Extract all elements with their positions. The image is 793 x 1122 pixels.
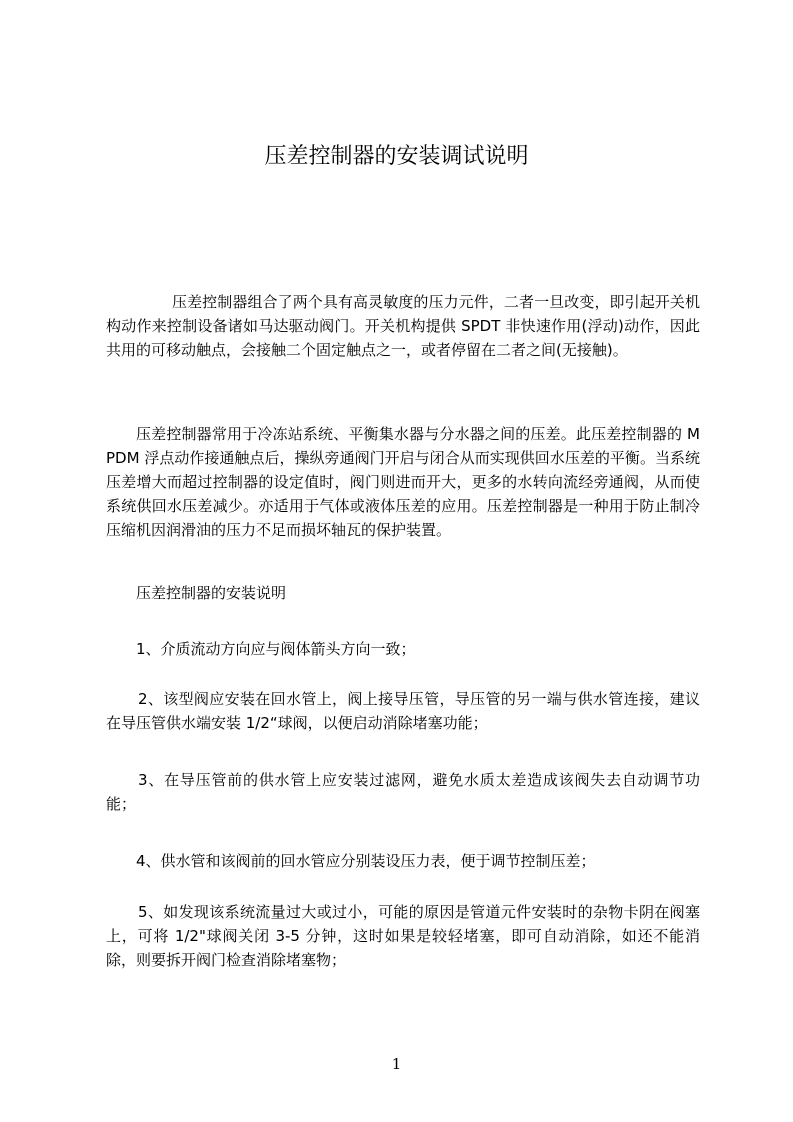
- list-item: 4、供水管和该阀前的回水管应分别装设压力表，便于调节控制压差；: [136, 852, 596, 870]
- page-number: 1: [391, 1055, 402, 1073]
- usage-paragraph: 压差控制器常用于冷冻站系统、平衡集水器与分水器之间的压差。此压差控制器的 MPDM 浮点动作接通触点后，操纵旁通阀门开启与闭合从而实现供回水压差的平衡。当系统压差增大而超过控制器的设定值时，阀门则进而开大，更多的水转向流经旁通阀，从而使系统供回水压差减少。亦适用于气体或液体压差的应用。压差控制器是一种用于防止制冷压缩机因润滑油的压力不足而损坏轴瓦的保护装置。: [106, 425, 700, 539]
- list-item: 3、在导压管前的供水管上应安装过滤网，避免水质太差造成该阀失去自动调节功能；: [106, 771, 700, 813]
- page-title: 压差控制器的安装调试说明: [264, 144, 529, 169]
- list-item: 2、该型阀应安装在回水管上，阀上接导压管，导压管的另一端与供水管连接，建议在导压管供水端安装 1/2“球阀，以便启动消除堵塞功能；: [106, 690, 700, 732]
- list-item: 1、介质流动方向应与阀体箭头方向一致；: [136, 640, 416, 658]
- intro-paragraph: 压差控制器组合了两个具有高灵敏度的压力元件，二者一旦改变，即引起开关机构动作来控制设备诸如马达驱动阀门。开关机构提供 SPDT 非快速作用(浮动)动作，因此共用的可移动触点，会接触二个固定触点之一，或者停留在二者之间(无接触)。: [106, 293, 700, 359]
- section-heading: 压差控制器的安装说明: [136, 584, 287, 602]
- list-item: 5、如发现该系统流量过大或过小，可能的原因是管道元件安装时的杂物卡阴在阀塞上，可将 1/2"球阀关闭 3-5 分钟，这时如果是较轻堵塞，即可自动消除，如还不能消除，则要拆开阀门检查消除堵塞物；: [106, 903, 700, 969]
